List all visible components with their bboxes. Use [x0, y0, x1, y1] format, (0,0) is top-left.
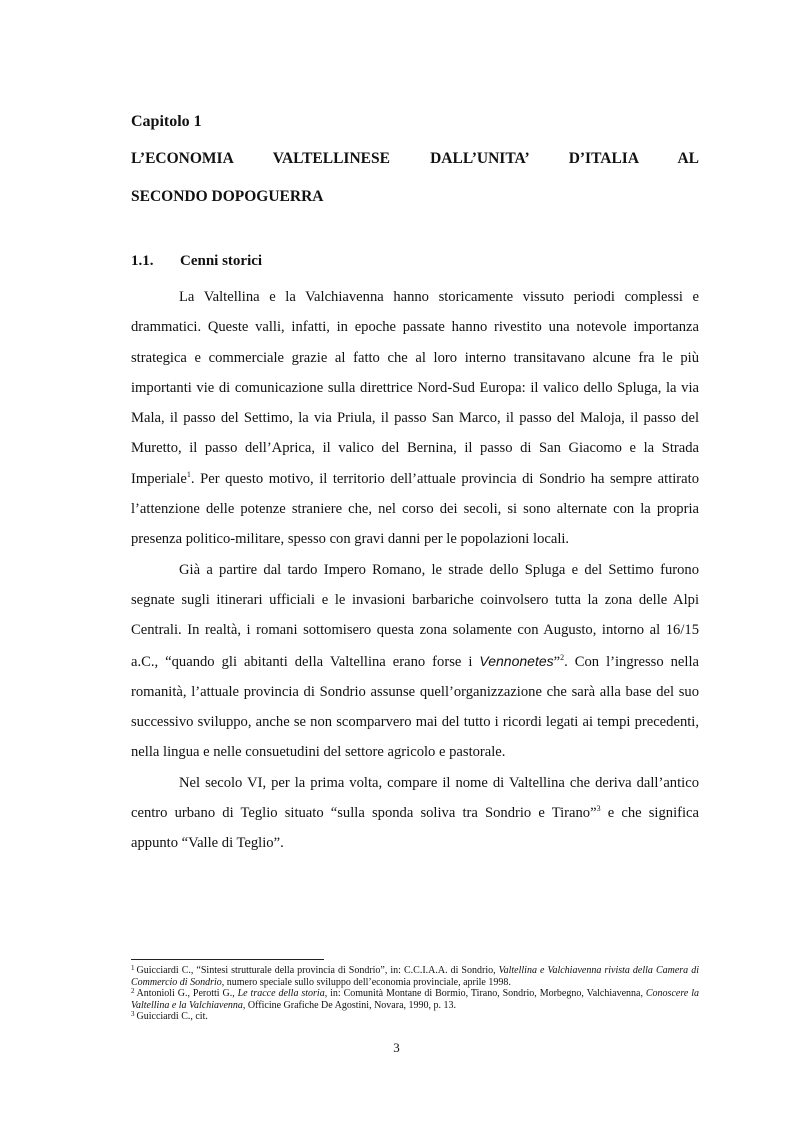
chapter-label: Capitolo 1: [131, 113, 202, 130]
chapter-title: [131, 149, 699, 207]
footnote-text: , numero speciale sullo sviluppo dell’economia provinciale, aprile 1998.: [221, 976, 511, 988]
footnote-2: [131, 988, 699, 1011]
italic-term: Vennonetes: [479, 652, 554, 669]
footnote-text: Guicciardi C., cit.: [136, 1011, 208, 1023]
footnote-3: [131, 1011, 699, 1023]
footnote-number: 3: [131, 1010, 135, 1019]
paragraph-text: e che significa appunto “Valle di Teglio”.: [131, 805, 699, 852]
footnote-text: Guicciardi C., “Sintesi strutturale della provincia di Sondrio”, in: C.C.I.A.A. di Sondrio,: [136, 965, 499, 976]
footnote-italic: Valtellina e Valchiavenna rivista della Camera di Commercio di Sondrio: [131, 965, 699, 988]
footnote-reference-2[interactable]: 2: [560, 652, 565, 662]
section-title: Cenni storici: [180, 253, 263, 269]
paragraph-text: Nel secolo VI, per la prima volta, compare il nome di Valtellina che deriva dall’antico centro urbano di Teglio situato “sulla sponda soliva tra Sondrio e Tirano”: [131, 774, 699, 822]
footnote-reference-3[interactable]: 3: [596, 804, 601, 814]
footnote-reference-1[interactable]: 1: [186, 469, 191, 479]
footnote-1: [131, 965, 699, 988]
footnote-text: , Officine Grafiche De Agostini, Novara, 1990, p. 13.: [242, 999, 457, 1011]
paragraph-text: La Valtellina e la Valchiavenna hanno storicamente vissuto periodi complessi e drammatici. Queste valli, infatti, in epoche passate hanno rivestito una notevole importanza strategica e commerciale grazie al fatto che al loro interno transitavano alcune fra le più importanti vie di comunicazione sulla direttrice Nord-Sud Europa: il valico dello Spluga, la via Mala, il passo del Settimo, la via Priula, il passo San Marco, il passo del Maloja, il passo del Muretto, il passo dell’Aprica, il valico del Bernina, il passo di San Giacomo e la Strada Imperiale: [131, 289, 699, 487]
paragraph-1: [131, 282, 699, 555]
paragraph-text: Già a partire dal tardo Impero Romano, le strade dello Spluga e del Settimo furono segnate sugli itinerari ufficiali e le invasioni barbariche coinvolsero tutta la zona delle Alpi Centrali. In realtà, i romani sottomisero questa zona solamente con Augusto, intorno al 16/15 a.C., “quando gli abitanti della Valtellina erano forse i: [131, 561, 699, 670]
footnote-text: , in: Comunità Montane di Bormio, Tirano, Sondrio, Morbegno, Valchiavenna,: [324, 988, 646, 1000]
chapter-title-line-2: SECONDO DOPOGUERRA: [131, 188, 324, 205]
chapter-title-line-1: L’ECONOMIA VALTELLINESE DALL’UNITA’ D’ITALIA AL: [131, 150, 699, 167]
paragraph-text: . Per questo motivo, il territorio dell’attuale provincia di Sondrio ha sempre attirato l’attenzione delle potenze straniere che, nel corso dei secoli, si sono alternate con la propria presenza politico-militare, spesso con gravi danni per le popolazioni locali.: [131, 470, 699, 548]
footnote-number: 1: [131, 964, 135, 972]
footnote-divider: [131, 959, 324, 960]
footnotes: [131, 965, 699, 1023]
paragraph-text: . Con l’ingresso nella romanità, l’attuale provincia di Sondrio assunse quell’organizzazione che sarà alla base del suo successivo sviluppo, anche se non scomparvero mai del tutto i ricordi legati ai tempi precedenti, nella lingua e nelle consuetudini del settore agricolo e pastorale.: [131, 653, 699, 761]
paragraph-3: [131, 768, 699, 859]
footnote-italic: Le tracce della storia: [237, 988, 325, 1000]
footnote-italic: Conoscere la Valtellina e la Valchiavenna: [131, 988, 699, 1011]
footnote-text: Antonioli G., Perotti G.,: [136, 988, 238, 1000]
section-heading: [131, 251, 262, 271]
body-text: [131, 282, 699, 859]
section-number: 1.1.: [131, 253, 154, 269]
footnote-number: 2: [131, 987, 135, 996]
paragraph-2: [131, 555, 699, 768]
paragraph-text: ”: [553, 653, 561, 670]
page-number: 3: [393, 1040, 400, 1055]
